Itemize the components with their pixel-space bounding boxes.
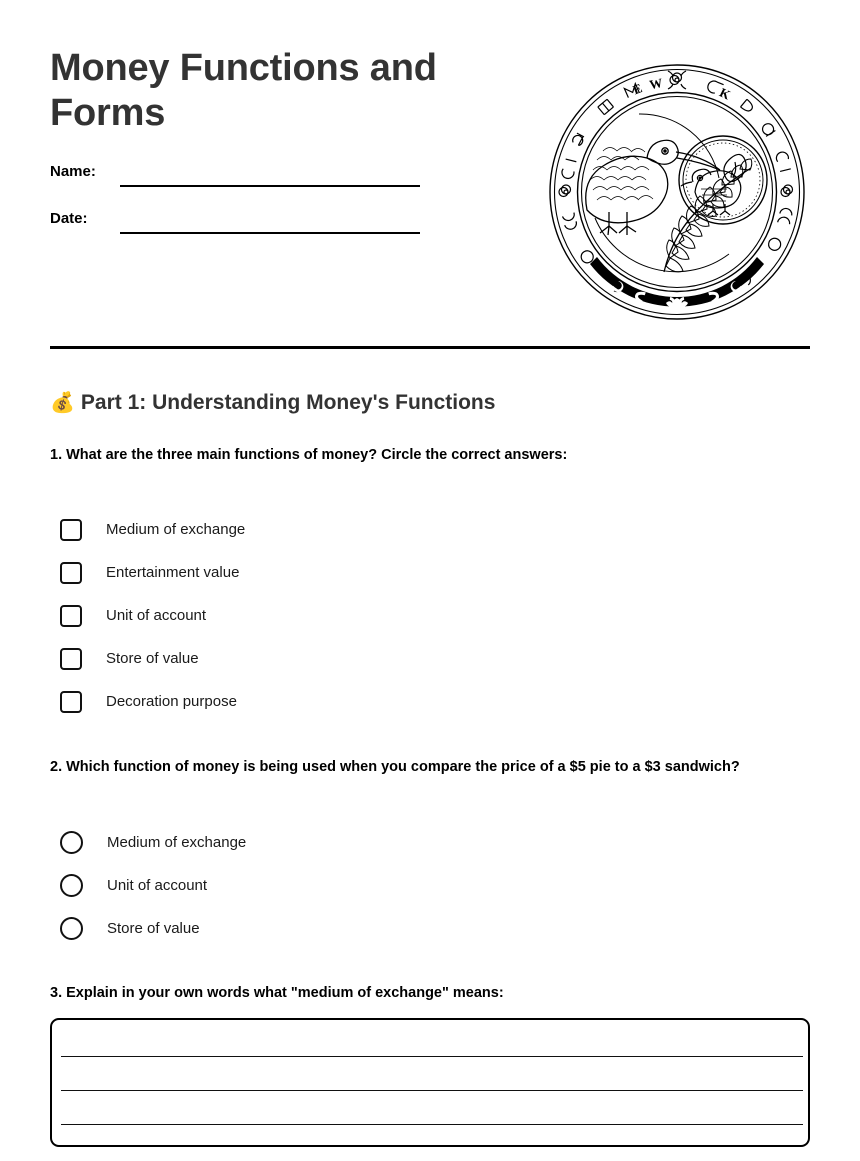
checkbox-option-row[interactable] xyxy=(60,594,245,637)
radio-icon[interactable] xyxy=(60,831,83,854)
title-block xyxy=(50,46,490,136)
checkbox-option-row[interactable] xyxy=(60,680,245,723)
date-field-input[interactable] xyxy=(120,232,420,234)
question-3-prompt: 3. Explain in your own words what "medium of exchange" means: xyxy=(50,985,504,1001)
checkbox-option-label: Entertainment value xyxy=(106,563,240,581)
header-divider xyxy=(50,346,810,349)
question-2-prompt: 2. Which function of money is being used when you compare the price of a $5 pie to a $3 sandwich? xyxy=(50,759,740,775)
section-heading-label: Part 1: Understanding Money's Functions xyxy=(80,391,496,414)
section-heading-part-1 xyxy=(50,388,495,418)
checkbox-option-row[interactable] xyxy=(60,508,245,551)
svg-text:E: E xyxy=(630,80,645,98)
checkbox-icon[interactable] xyxy=(60,519,82,541)
page-title: Money Functions and Forms xyxy=(50,47,437,134)
radio-option-label: Store of value xyxy=(107,919,200,937)
checkbox-option-label: Medium of exchange xyxy=(106,520,246,538)
coin-illustration xyxy=(543,58,811,326)
answer-write-line xyxy=(61,1124,803,1125)
question-1-prompt: 1. What are the three main functions of money? Circle the correct answers: xyxy=(50,447,568,463)
name-field-input[interactable] xyxy=(120,185,420,187)
checkbox-option-row[interactable] xyxy=(60,637,245,680)
checkbox-icon[interactable] xyxy=(60,691,82,713)
radio-option-label: Medium of exchange xyxy=(107,833,247,851)
svg-text:K: K xyxy=(717,84,733,103)
date-field-row xyxy=(50,209,490,256)
radio-icon[interactable] xyxy=(60,874,83,897)
checkbox-icon[interactable] xyxy=(60,605,82,627)
radio-option-row[interactable] xyxy=(60,907,246,950)
checkbox-icon[interactable] xyxy=(60,562,82,584)
name-field-row xyxy=(50,162,490,209)
radio-option-row[interactable] xyxy=(60,864,246,907)
svg-text:W: W xyxy=(648,74,664,93)
checkbox-option-label: Store of value xyxy=(106,649,199,667)
answer-write-line xyxy=(61,1056,803,1057)
question-2-options xyxy=(60,821,246,950)
answer-write-line xyxy=(61,1090,803,1091)
name-field-label: Name: xyxy=(50,163,96,180)
question-1-options xyxy=(60,508,245,723)
radio-option-row[interactable] xyxy=(60,821,246,864)
question-3-answer-box[interactable] xyxy=(50,1018,810,1147)
checkbox-option-row[interactable] xyxy=(60,551,245,594)
worksheet-header xyxy=(50,40,810,340)
money-bag-icon: 💰 xyxy=(50,392,75,414)
checkbox-icon[interactable] xyxy=(60,648,82,670)
checkbox-option-label: Unit of account xyxy=(106,606,207,624)
radio-option-label: Unit of account xyxy=(107,876,208,894)
student-info-fields xyxy=(50,162,490,256)
date-field-label: Date: xyxy=(50,210,88,227)
radio-icon[interactable] xyxy=(60,917,83,940)
checkbox-option-label: Decoration purpose xyxy=(106,692,237,710)
